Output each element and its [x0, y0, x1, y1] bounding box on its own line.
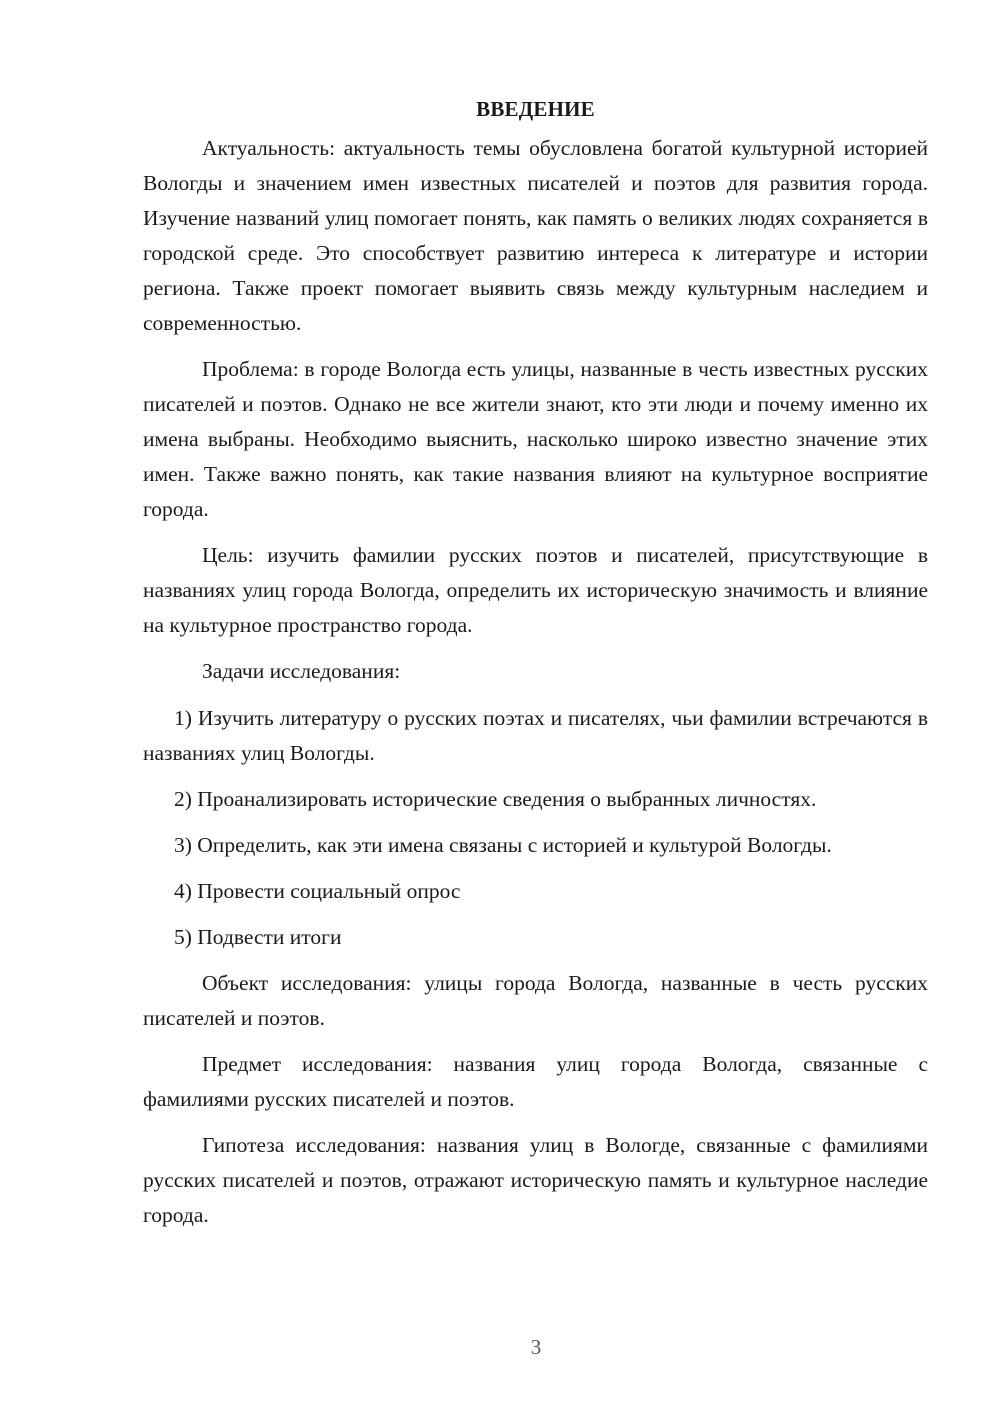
- page-number: 3: [530, 1335, 542, 1359]
- task-item-1: 1) Изучить литературу о русских поэтах и писателях, чьи фамилии встречаются в названиях улиц Вологды.: [143, 706, 928, 765]
- relevance-paragraph: Актуальность: актуальность темы обусловлена богатой культурной историей Вологды и значением имен известных писателей и поэтов для развития города. Изучение названий улиц помогает понять, как память о великих людях сохраняется в городской среде. Это способствует развитию интереса к литературе и истории региона. Также проект помогает выявить связь между культурным наследием и современностью.: [143, 136, 928, 335]
- task-item-5: 5) Подвести итоги: [174, 925, 342, 949]
- section-title: ВВЕДЕНИЕ: [476, 97, 595, 121]
- hypothesis-paragraph: Гипотеза исследования: названия улиц в Вологде, связанные с фамилиями русских писателей и поэтов, отражают историческую память и культурное наследие города.: [143, 1133, 928, 1227]
- task-item-3: 3) Определить, как эти имена связаны с историей и культурой Вологды.: [174, 833, 832, 857]
- task-item-4: 4) Провести социальный опрос: [174, 879, 461, 903]
- document-page: [143, 92, 928, 1233]
- goal-paragraph: Цель: изучить фамилии русских поэтов и писателей, присутствующие в названиях улиц города Вологда, определить их историческую значимость и влияние на культурное пространство города.: [143, 543, 928, 637]
- problem-paragraph: Проблема: в городе Вологда есть улицы, названные в честь известных русских писателей и поэтов. Однако не все жители знают, кто эти люди и почему именно их имена выбраны. Необходимо выяснить, насколько широко известно значение этих имен. Также важно понять, как такие названия влияют на культурное восприятие города.: [143, 357, 928, 521]
- tasks-heading: Задачи исследования:: [202, 659, 401, 683]
- subject-paragraph: Предмет исследования: названия улиц города Вологда, связанные с фамилиями русских писателей и поэтов.: [143, 1052, 928, 1111]
- task-item-2: 2) Проанализировать исторические сведения о выбранных личностях.: [174, 787, 817, 811]
- object-paragraph: Объект исследования: улицы города Вологда, названные в честь русских писателей и поэтов.: [143, 971, 928, 1030]
